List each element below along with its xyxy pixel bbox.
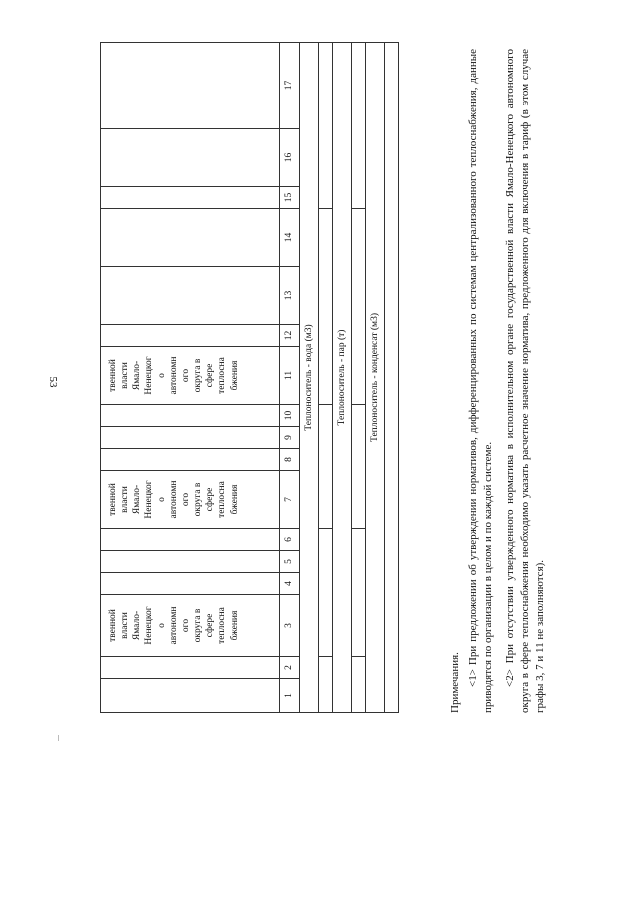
header-cell-4 [101, 573, 280, 595]
header-cell-7: твенной власти Ямало- Ненецког о автономн ого округа в сфере теплосна бжения [101, 471, 280, 529]
normative-table [100, 42, 399, 713]
note-2: <2> При отсутствии утвержденного норматива в исполнительном органе государственной власти Ямало-Ненецкого автономного округа в сфере теплоснабжения необходимо указать расчетное значение норматива, предложенного для включения в тариф (в этом случае графы 3, 7 и 11 не заполняются). [503, 49, 546, 713]
section-heading: Теплоноситель - вода (м3) [300, 43, 319, 713]
column-number: 13 [280, 267, 300, 325]
column-number: 3 [280, 595, 300, 657]
header-cell-11: твенной власти Ямало- Ненецког о автономн ого округа в сфере теплосна бжения [101, 347, 280, 405]
column-number: 4 [280, 573, 300, 595]
note-1: <1> При предложении об утверждении нормативов, дифференцированных по системам централизованного теплоснабжения, данные приводятся по организации в целом и по каждой системе. [467, 49, 495, 713]
page-number: 53 [47, 376, 59, 388]
column-number: 15 [280, 187, 300, 209]
header-cell-3: твенной власти Ямало- Ненецког о автономн ого округа в сфере теплосна бжения [101, 595, 280, 657]
notes-title: Примечания. [449, 652, 461, 713]
scan-mark [58, 735, 59, 741]
section-row-condensate [366, 43, 385, 713]
header-cell-17 [101, 43, 280, 129]
header-cell-9 [101, 427, 280, 449]
notes-section [448, 49, 548, 713]
column-number: 16 [280, 129, 300, 187]
header-cell-16 [101, 129, 280, 187]
column-number: 9 [280, 427, 300, 449]
header-cell-5 [101, 551, 280, 573]
column-number: 2 [280, 657, 300, 679]
table-row [385, 43, 399, 713]
column-number: 7 [280, 471, 300, 529]
column-number-row [280, 43, 300, 713]
header-cell-13 [101, 267, 280, 325]
column-number: 10 [280, 405, 300, 427]
column-number: 11 [280, 347, 300, 405]
column-number: 12 [280, 325, 300, 347]
column-number: 14 [280, 209, 300, 267]
header-cell-12 [101, 325, 280, 347]
header-cell-8 [101, 449, 280, 471]
column-number: 5 [280, 551, 300, 573]
section-heading: Теплоноситель - пар (т) [333, 43, 352, 713]
column-number: 17 [280, 43, 300, 129]
table-row [319, 43, 333, 713]
column-number: 6 [280, 529, 300, 551]
header-cell-15 [101, 187, 280, 209]
column-number: 1 [280, 679, 300, 713]
column-number: 8 [280, 449, 300, 471]
header-cell-2 [101, 657, 280, 679]
section-row-water [300, 43, 319, 713]
header-cell-10 [101, 405, 280, 427]
header-cell-6 [101, 529, 280, 551]
section-heading: Теплоноситель - конденсат (м3) [366, 43, 385, 713]
header-cell-14 [101, 209, 280, 267]
section-row-steam [333, 43, 352, 713]
header-cell-1 [101, 679, 280, 713]
table-row [352, 43, 366, 713]
table-header-row [101, 43, 280, 713]
